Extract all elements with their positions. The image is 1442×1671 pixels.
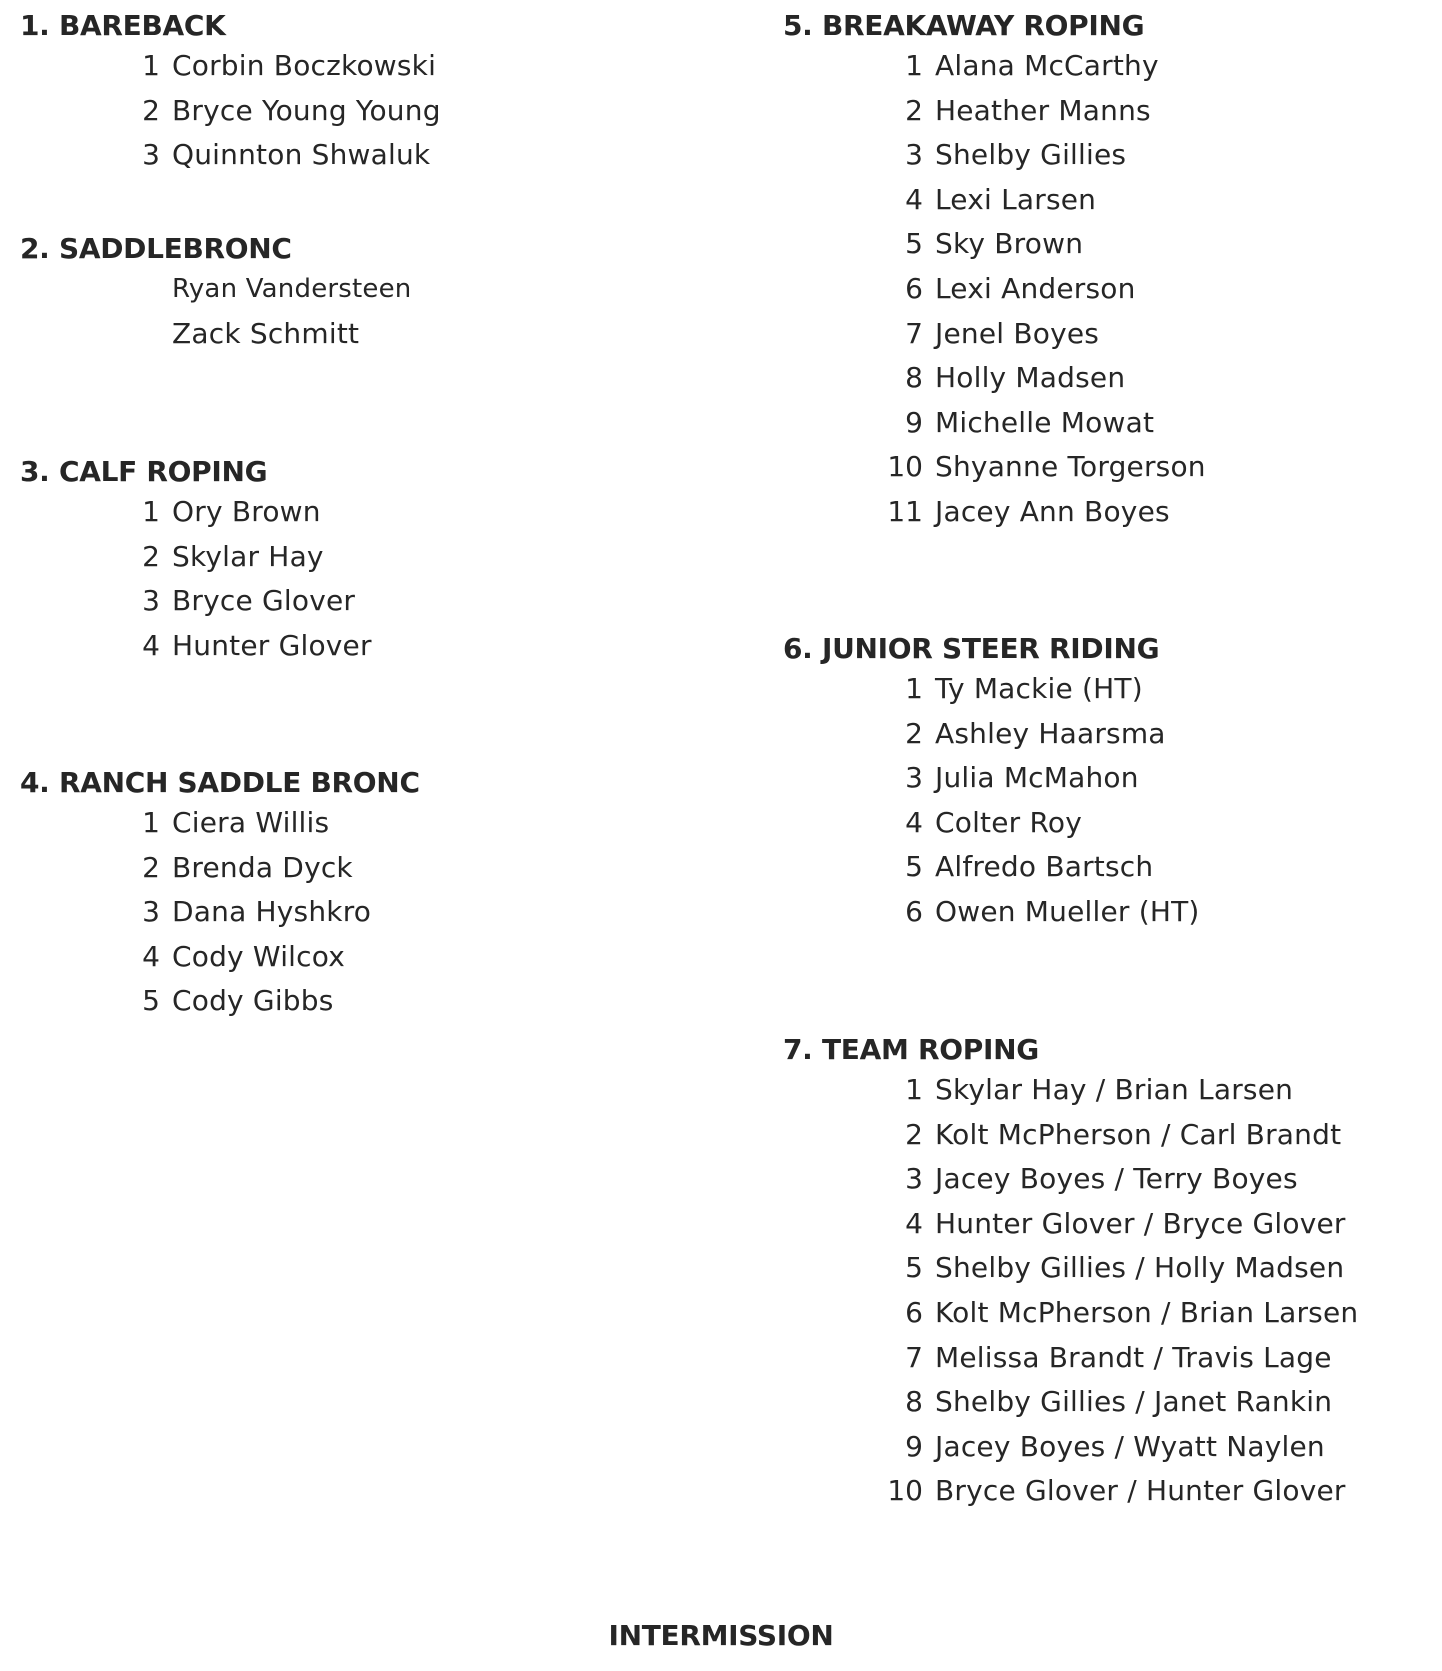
entry-name: Brenda Dyck	[172, 850, 353, 884]
entry-list	[20, 490, 372, 668]
entry-name: Zack Schmitt	[172, 316, 360, 350]
entry-number: 8	[905, 1385, 923, 1419]
entry-name: Owen Mueller (HT)	[935, 894, 1200, 928]
list-item	[783, 756, 1159, 801]
entry-number: 5	[905, 227, 923, 261]
entry-number: 3	[142, 584, 160, 618]
event-bareback	[20, 8, 441, 178]
list-item	[783, 222, 1144, 267]
list-item	[783, 890, 1200, 935]
entry-name: Jacey Boyes / Wyatt Naylen	[935, 1429, 1325, 1463]
entry-name: Cody Wilcox	[172, 939, 345, 973]
entry-name: Ory Brown	[172, 495, 321, 528]
list-item	[783, 1291, 1359, 1336]
list-item	[783, 356, 1144, 401]
list-item	[20, 535, 324, 580]
entry-name: Shelby Gillies / Holly Madsen	[935, 1251, 1345, 1285]
entry-name: Skylar Hay / Brian Larsen	[935, 1073, 1294, 1106]
entry-name: Alfredo Bartsch	[935, 850, 1154, 884]
entry-number: 9	[905, 1429, 923, 1463]
list-item	[783, 1113, 1342, 1158]
event-title: 4. RANCH SADDLE BRONC	[20, 766, 420, 799]
entry-name: Ashley Haarsma	[935, 716, 1166, 750]
entry-number: 1	[142, 806, 160, 839]
entry-number: 6	[905, 271, 923, 305]
event-ranch-saddle-bronc	[20, 765, 420, 1024]
list-item	[783, 667, 1159, 712]
entry-name: Shelby Gillies	[935, 138, 1127, 172]
entry-name: Bryce Young Young	[172, 93, 441, 127]
list-item	[783, 267, 1144, 312]
entry-list	[20, 44, 441, 178]
entry-number: 4	[905, 1206, 923, 1240]
entry-name: Kolt McPherson / Carl Brandt	[935, 1117, 1342, 1151]
entry-number: 7	[905, 316, 923, 350]
event-calf-roping	[20, 454, 372, 668]
entry-name: Melissa Brandt / Travis Lage	[935, 1340, 1332, 1374]
entry-name: Julia McMahon	[935, 761, 1139, 795]
entry-name: Sky Brown	[935, 227, 1084, 261]
entry-name: Bryce Glover / Hunter Glover	[935, 1474, 1346, 1508]
list-item	[783, 44, 1159, 89]
entry-name: Ty Mackie (HT)	[935, 672, 1143, 705]
entry-number: 4	[142, 628, 160, 662]
entry-name: Cody Gibbs	[172, 984, 334, 1018]
list-item	[783, 1202, 1346, 1247]
list-item	[783, 401, 1155, 446]
entry-number: 1	[905, 49, 923, 82]
entry-number: 10	[887, 1474, 923, 1508]
list-item	[20, 935, 420, 980]
entry-number: 2	[142, 93, 160, 127]
entry-number: 2	[142, 850, 160, 884]
event-team-roping	[783, 1032, 1359, 1514]
entry-name: Kolt McPherson / Brian Larsen	[935, 1295, 1359, 1329]
event-saddlebronc	[20, 231, 412, 356]
list-item	[20, 846, 420, 891]
list-item	[783, 1469, 1346, 1514]
entry-number: 10	[887, 450, 923, 484]
entry-number: 3	[142, 895, 160, 929]
entry-name: Skylar Hay	[172, 539, 324, 573]
entry-name: Heather Manns	[935, 93, 1151, 127]
event-title: 5. BREAKAWAY ROPING	[783, 9, 1145, 42]
entry-number: 3	[142, 138, 160, 172]
event-breakaway-roping	[783, 8, 1206, 535]
entry-number: 4	[905, 805, 923, 839]
entry-number: 2	[905, 93, 923, 127]
list-item	[783, 845, 1159, 890]
entry-number: 11	[887, 494, 923, 528]
entry-name: Corbin Boczkowski	[172, 49, 437, 82]
list-item	[20, 490, 321, 535]
entry-name: Jacey Ann Boyes	[935, 494, 1170, 528]
entry-number: 5	[905, 1251, 923, 1285]
event-title: 6. JUNIOR STEER RIDING	[783, 632, 1160, 665]
entry-name: Colter Roy	[935, 805, 1082, 839]
entry-name: Shelby Gillies / Janet Rankin	[935, 1385, 1333, 1419]
entry-number: 3	[905, 138, 923, 172]
list-item	[783, 1246, 1345, 1291]
event-title: 1. BAREBACK	[20, 9, 226, 42]
list-item	[783, 712, 1166, 757]
entry-name: Alana McCarthy	[935, 49, 1159, 82]
entry-number: 5	[905, 850, 923, 884]
list-item	[783, 1336, 1332, 1381]
list-item	[20, 624, 372, 669]
list-item	[783, 1425, 1325, 1470]
entry-list	[783, 44, 1206, 535]
list-item	[20, 89, 441, 134]
list-item	[20, 890, 420, 935]
entry-number: 2	[142, 539, 160, 573]
list-item	[783, 89, 1151, 134]
entry-name: Jenel Boyes	[935, 316, 1100, 350]
entry-name: Michelle Mowat	[935, 405, 1155, 439]
entry-name: Jacey Boyes / Terry Boyes	[935, 1162, 1298, 1196]
event-junior-steer-riding	[783, 631, 1200, 935]
entry-name: Bryce Glover	[172, 584, 356, 618]
entry-number: 1	[905, 672, 923, 705]
entry-number: 1	[142, 495, 160, 528]
list-item	[783, 133, 1144, 178]
entry-number: 3	[905, 1162, 923, 1196]
list-item	[783, 178, 1144, 223]
list-item	[20, 579, 356, 624]
entry-number: 4	[905, 182, 923, 216]
entry-list	[783, 667, 1200, 935]
entry-number: 3	[905, 761, 923, 795]
entry-name: Ryan Vandersteen	[172, 274, 412, 304]
entry-number: 1	[905, 1073, 923, 1106]
entry-number: 1	[142, 49, 160, 82]
entry-list	[20, 801, 420, 1024]
entry-number: 2	[905, 1117, 923, 1151]
list-item	[783, 490, 1170, 535]
event-title: 7. TEAM ROPING	[783, 1033, 1039, 1066]
list-item	[783, 312, 1144, 357]
list-item	[783, 1380, 1333, 1425]
entry-number: 6	[905, 894, 923, 928]
list-item	[20, 133, 431, 178]
entry-list	[20, 267, 412, 356]
entry-list	[783, 1068, 1359, 1514]
entry-number: 8	[905, 361, 923, 395]
event-title: 2. SADDLEBRONC	[20, 232, 292, 265]
list-item	[20, 979, 420, 1024]
intermission-heading: INTERMISSION	[608, 1619, 834, 1652]
entry-name: Lexi Anderson	[935, 271, 1136, 305]
list-item	[20, 312, 360, 357]
entry-number: 4	[142, 939, 160, 973]
entry-number: 7	[905, 1340, 923, 1374]
entry-name: Lexi Larsen	[935, 182, 1097, 216]
entry-number: 6	[905, 1295, 923, 1329]
entry-number: 9	[905, 405, 923, 439]
event-title: 3. CALF ROPING	[20, 455, 268, 488]
entry-number: 5	[142, 984, 160, 1018]
entry-name: Hunter Glover / Bryce Glover	[935, 1206, 1346, 1240]
entry-name: Holly Madsen	[935, 361, 1126, 395]
list-item	[783, 1157, 1298, 1202]
list-item	[20, 44, 437, 89]
list-item	[783, 801, 1159, 846]
list-item	[20, 267, 412, 312]
entry-name: Ciera Willis	[172, 806, 330, 839]
entry-number: 2	[905, 716, 923, 750]
entry-name: Quinnton Shwaluk	[172, 138, 431, 172]
entry-name: Hunter Glover	[172, 628, 372, 662]
list-item	[783, 1068, 1294, 1113]
list-item	[783, 445, 1206, 490]
entry-name: Shyanne Torgerson	[935, 450, 1206, 484]
list-item	[20, 801, 420, 846]
entry-name: Dana Hyshkro	[172, 895, 372, 929]
